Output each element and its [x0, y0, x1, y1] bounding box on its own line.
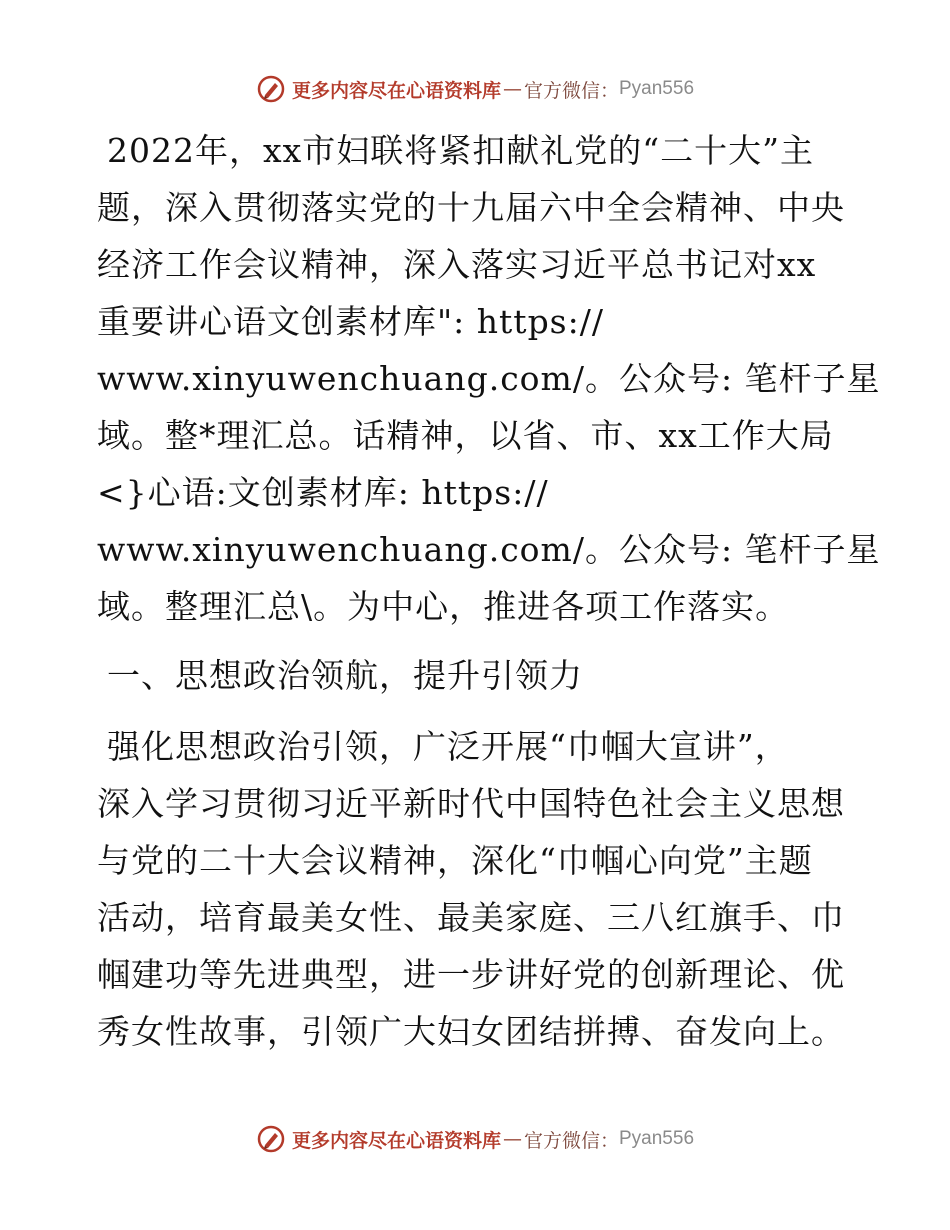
text-line: 经济工作会议精神，深入落实习近平总书记对xx	[97, 245, 817, 284]
paragraph-section-one	[97, 718, 857, 1060]
text-line: 深入学习贯彻习近平新时代中国特色社会主义思想	[97, 784, 845, 823]
text-line: 强化思想政治引领，广泛开展“巾帼大宣讲”，	[107, 727, 789, 766]
text-line: 域。整理汇总\。为中心，推进各项工作落实。	[97, 587, 790, 626]
text-line: 帼建功等先进典型，进一步讲好党的创新理论、优	[97, 955, 845, 994]
watermark-lead: 更多内容尽在心语资料库	[291, 79, 501, 102]
pen-logo-icon	[256, 1124, 286, 1154]
paragraph-intro	[97, 122, 881, 635]
text-line: www.xinyuwenchuang.com/。公众号: 笔杆子星	[97, 359, 881, 398]
watermark-id: Pyan556	[619, 1128, 695, 1149]
text-line: <}心语:文创素材库: https://	[97, 473, 549, 512]
watermark-separator: —	[502, 1128, 522, 1150]
text-line: 2022年，xx市妇联将紧扣献礼党的“二十大”主	[107, 131, 814, 170]
section-heading: 一、思想政治领航，提升引领力	[107, 656, 583, 695]
text-line: 活动，培育最美女性、最美家庭、三八红旗手、巾	[97, 898, 845, 937]
text-line: 与党的二十大会议精神，深化“巾帼心向党”主题	[97, 841, 813, 880]
text-line: 秀女性故事，引领广大妇女团结拼搏、奋发向上。	[97, 1012, 845, 1051]
watermark-lead: 更多内容尽在心语资料库	[291, 1129, 501, 1152]
watermark-tail: 官方微信：	[523, 79, 619, 102]
watermark-tail: 官方微信：	[523, 1129, 619, 1152]
watermark-separator: —	[502, 78, 522, 100]
text-line: 重要讲心语文创素材库": https://	[97, 302, 604, 341]
document-body	[97, 122, 881, 1060]
watermark-id: Pyan556	[619, 78, 695, 99]
pen-logo-icon	[256, 74, 286, 104]
text-line: 题，深入贯彻落实党的十九届六中全会精神、中央	[97, 188, 845, 227]
text-line: www.xinyuwenchuang.com/。公众号: 笔杆子星	[97, 530, 881, 569]
header-watermark	[0, 74, 950, 104]
footer-watermark	[0, 1124, 950, 1154]
text-line: 域。整*理汇总。话精神，以省、市、xx工作大局	[97, 416, 834, 455]
